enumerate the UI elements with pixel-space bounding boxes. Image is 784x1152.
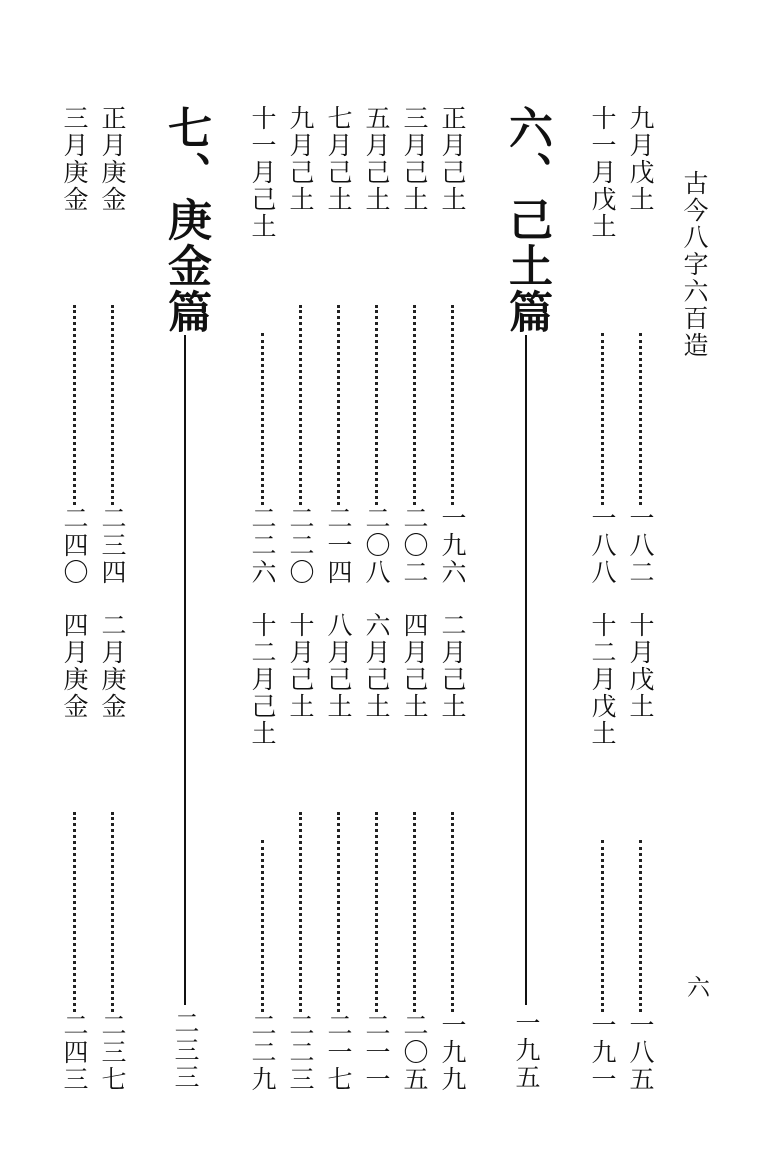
toc-entry[interactable] [620,612,660,1093]
toc-entry[interactable] [432,612,472,1093]
page-number: 六 [683,975,709,998]
dot-leader [111,305,114,505]
entry-title: 正月庚金 [98,105,127,213]
toc-entry[interactable] [242,612,282,1093]
toc-entry[interactable] [54,105,94,586]
section-page: 二三三 [171,1010,200,1091]
dot-leader [337,812,340,1012]
entry-page: 一八五 [626,1012,655,1093]
entry-page: 一八八 [588,505,617,586]
dot-leader [111,812,114,1012]
entry-page: 二三四 [98,505,127,586]
dot-leader [261,333,264,505]
entry-title: 十一月己土 [248,105,277,240]
dot-leader [451,812,454,1012]
leader-rule [184,335,186,1005]
dot-leader [337,305,340,505]
toc-entry[interactable] [92,105,132,586]
entry-title: 十二月己土 [248,612,277,747]
dot-leader [299,305,302,505]
toc-entry[interactable] [92,612,132,1093]
leader-rule [525,335,527,1005]
entry-title: 七月己土 [324,105,353,213]
entry-page: 二一一 [362,1012,391,1093]
toc-entry[interactable] [582,612,622,1093]
entry-page: 二四三 [60,1012,89,1093]
dot-leader [299,812,302,1012]
toc-entry[interactable] [620,105,660,586]
toc-entry[interactable] [582,105,622,586]
toc-entry[interactable] [318,612,358,1093]
entry-title: 三月己土 [400,105,429,213]
entry-title: 正月己土 [438,105,467,213]
dot-leader [601,333,604,505]
entry-page: 二〇五 [400,1012,429,1093]
entry-title: 八月己土 [324,612,353,720]
toc-entry[interactable] [280,105,320,586]
dot-leader [413,812,416,1012]
dot-leader [375,305,378,505]
entry-title: 四月己土 [400,612,429,720]
entry-page: 二二六 [248,505,277,586]
entry-page: 二〇八 [362,505,391,586]
entry-page: 二二〇 [286,505,315,586]
book-title: 古今八字六百造 [680,170,709,359]
section-heading-seven[interactable] [155,105,215,1091]
dot-leader [451,305,454,505]
toc-entry[interactable] [54,612,94,1093]
entry-page: 二三七 [98,1012,127,1093]
entry-title: 四月庚金 [60,612,89,720]
entry-title: 六月己土 [362,612,391,720]
dot-leader [375,812,378,1012]
entry-title: 二月己土 [438,612,467,720]
entry-title: 十月己土 [286,612,315,720]
entry-title: 三月庚金 [60,105,89,213]
section-page: 一九五 [512,1010,541,1091]
dot-leader [639,840,642,1012]
toc-entry[interactable] [356,612,396,1093]
toc-entry[interactable] [242,105,282,586]
entry-title: 二月庚金 [98,612,127,720]
entry-title: 九月己土 [286,105,315,213]
toc-entry[interactable] [356,105,396,586]
toc-entry[interactable] [394,612,434,1093]
entry-page: 一八二 [626,505,655,586]
entry-page: 二一七 [324,1012,353,1093]
toc-entry[interactable] [394,105,434,586]
entry-page: 一九九 [438,1012,467,1093]
entry-page: 一九六 [438,505,467,586]
entry-page: 二一四 [324,505,353,586]
section-title: 六、己土篇 [501,105,552,335]
entry-title: 五月己土 [362,105,391,213]
section-heading-six[interactable] [496,105,556,1091]
dot-leader [601,840,604,1012]
dot-leader [639,333,642,505]
entry-page: 一九一 [588,1012,617,1093]
toc-entry[interactable] [318,105,358,586]
entry-page: 二四〇 [60,505,89,586]
entry-page: 二二三 [286,1012,315,1093]
dot-leader [73,812,76,1012]
entry-title: 十二月戊土 [588,612,617,747]
entry-title: 十月戊土 [626,612,655,720]
dot-leader [261,840,264,1012]
entry-title: 九月戊土 [626,105,655,213]
dot-leader [73,305,76,505]
section-title: 七、庚金篇 [160,105,211,335]
entry-page: 二〇二 [400,505,429,586]
toc-entry[interactable] [280,612,320,1093]
entry-title: 十一月戊土 [588,105,617,240]
toc-entry[interactable] [432,105,472,586]
entry-page: 二二九 [248,1012,277,1093]
dot-leader [413,305,416,505]
